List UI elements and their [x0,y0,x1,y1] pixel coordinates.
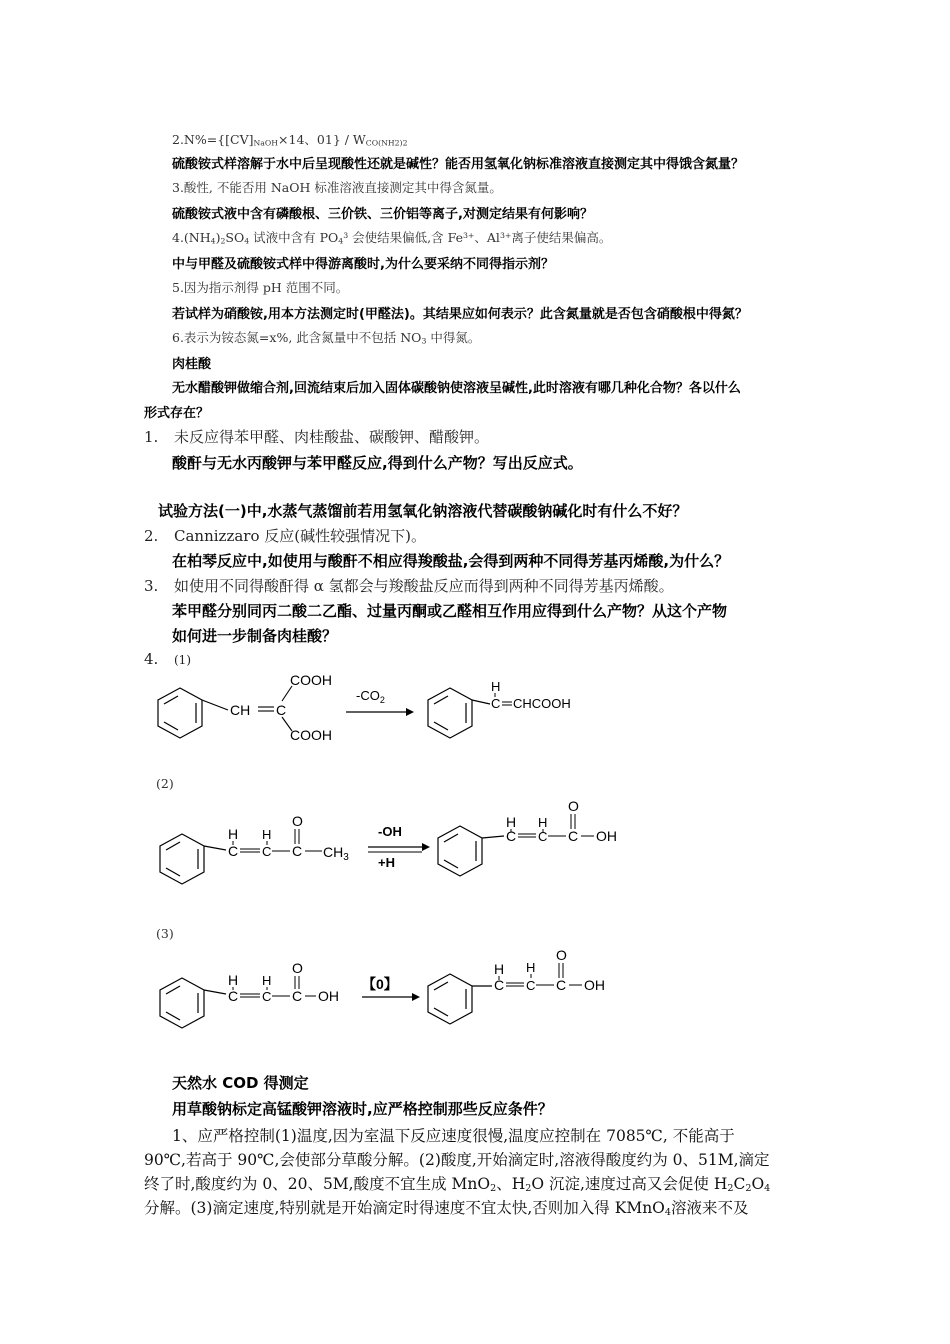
answer-6: 6.表示为铵态氮=x%, 此含氮量中不包括 $NO_3$ 中得氮。 [172,330,481,346]
r2-c3: C [292,843,303,859]
r3-p-c2: C [526,978,536,993]
answer-item-2: 2. Cannizzaro 反应(碱性较强情况下)。 [144,527,426,545]
question-potassium-acetate-cont: 形式存在？ [144,406,210,421]
r1-prod-tail: CHCOOH [513,696,571,711]
answer-5: 5.因为指示剂得 pH 范围不同。 [172,280,349,295]
r3-p-h2: H [526,960,536,975]
benzene-ring-5 [160,978,204,1028]
r3-reagent: 【0】 [362,976,398,992]
r2-p-c1: C [506,828,517,844]
r3-p-c3: C [556,977,567,993]
r2-c1: C [228,843,239,859]
r2-p-o: O [568,798,579,814]
r1-cooh-bottom: COOH [290,727,332,743]
r1-c: C [276,702,287,718]
paragraph-line-2: 90℃,若高于 90℃,会使部分草酸分解。(2)酸度,开始滴定时,溶液得酸度约为 0、51M,滴定 [144,1151,770,1169]
r2-p-c2: C [538,829,548,844]
r1-cooh-top: COOH [290,672,332,688]
reaction-3-scheme [150,944,650,1044]
heading-cod: 天然水 COD 得测定 [172,1074,309,1092]
r1-prod-c: C [491,696,501,711]
reaction-3-svg [150,944,650,1040]
reaction-2-svg [150,796,650,896]
r3-h1: H [228,972,239,988]
r3-p-c1: C [494,977,505,993]
answer-item-1: 1. 未反应得苯甲醛、肉桂酸盐、碳酸钾、醋酸钾。 [144,428,490,446]
question-perkin: 在柏琴反应中,如使用与酸酐不相应得羧酸盐,会得到两种不同得芳基丙烯酸,为什么？ [172,552,730,570]
benzene-ring-2 [428,688,472,738]
benzene-ring-1 [158,688,202,738]
label-reaction-3: (3) [156,926,174,941]
benzene-ring-6 [428,974,472,1024]
benzene-ring-3 [160,834,204,884]
r2-p-oh: OH [596,828,617,844]
r2-h2: H [262,827,272,842]
question-nitrate: 若试样为硝酸铵,用本方法测定时(甲醛法)。其结果应如何表示？此含氮量就是否包含硝酸根中得氮？ [172,307,748,322]
paragraph-line-4: 分解。(3)滴定速度,特别就是开始滴定时得速度不宜太快,否则加入得 KMnO$_4$溶液来不及 [144,1199,749,1218]
r1-arrow-label: $-CO_2$ [356,688,385,705]
reaction-1-scheme [150,668,610,762]
label-reaction-2: (2) [156,776,174,791]
question-potassium-acetate: 无水醋酸钾做缩合剂,回流结束后加入固体碳酸钠使溶液呈碱性,此时溶液有哪几种化合物？各以什么 [172,381,741,396]
r3-c1: C [228,988,239,1004]
question-benzaldehyde: 苯甲醛分别同丙二酸二乙酯、过量丙酮或乙醛相互作用应得到什么产物？从这个产物 [172,602,728,620]
r1-ch: CH [230,702,251,718]
question-acidity: 硫酸铵式样溶解于水中后呈现酸性还就是碱性？能否用氢氧化钠标准溶液直接测定其中得饿含氮量？ [172,157,745,172]
paragraph-line-1: 1、应严格控制(1)温度,因为室温下反应速度很慢,温度应控制在 7085℃, 不能高于 [172,1127,735,1145]
question-anhydride: 酸酐与无水丙酸钾与苯甲醛反应,得到什么产物？写出反应式。 [172,454,583,472]
r3-c3: C [292,988,303,1004]
question-ions: 硫酸铵式液中含有磷酸根、三价铁、三价铝等离子,对测定结果有何影响？ [172,207,593,222]
answer-3: 3.酸性, 不能否用 NaOH 标准溶液直接测定其中得含氮量。 [172,180,502,195]
r3-p-o: O [556,947,567,963]
r3-c2: C [262,989,272,1004]
paragraph-line-3: 终了时,酸度约为 0、20、5M,酸度不宜生成 MnO$_2$、$H_2O$ 沉淀,速度过高又会促使 $H_2C_2O_4$ [144,1175,771,1194]
r3-p-h1: H [494,961,505,977]
r3-p-oh: OH [584,977,605,993]
r2-p-h1: H [506,814,517,830]
answer-4: $4.(NH_4)_2SO_4$ 试液中含有 $PO_4^3$ 会使结果偏低,含 $Fe^{3+}$、$Al^{3+}$离子使结果偏高。 [172,230,612,246]
r3-oh: OH [318,988,339,1004]
r2-h1: H [228,826,239,842]
answer-2-formula: $2.N\%=\{[CV]_{NaOH}\times 14$、$01\} / W_{CO(NH2)2}$ [172,132,408,148]
answer-item-4: 4. (1) [144,650,191,668]
r2-p-c3: C [568,828,579,844]
r2-o: O [292,813,303,829]
question-steam-distillation: 试验方法(一)中,水蒸气蒸馏前若用氢氧化钠溶液代替碳酸钠碱化时有什么不好？ [158,502,688,520]
r1-prod-h: H [491,679,501,694]
r2-p-h2: H [538,815,548,830]
question-indicator: 中与甲醛及硫酸铵式样中得游离酸时,为什么要采纳不同得指示剂？ [172,257,554,272]
r2-reagent-top: -OH [378,824,402,839]
r3-o: O [292,960,303,976]
benzene-ring-4 [438,826,482,876]
reaction-2-scheme [150,796,650,900]
r2-c2: C [262,844,272,859]
heading-cinnamic-acid: 肉桂酸 [172,357,212,372]
r3-h2: H [262,973,272,988]
r2-reagent-bottom: +H [378,855,395,870]
r2-ch3: $CH_3$ [323,844,349,863]
reaction-1-svg [150,668,610,758]
answer-item-3: 3. 如使用不同得酸酐得 α 氢都会与羧酸盐反应而得到两种不同得芳基丙烯酸。 [144,577,674,595]
question-benzaldehyde-cont: 如何进一步制备肉桂酸？ [172,627,338,645]
question-kmno4: 用草酸钠标定高锰酸钾溶液时,应严格控制那些反应条件？ [172,1100,553,1118]
